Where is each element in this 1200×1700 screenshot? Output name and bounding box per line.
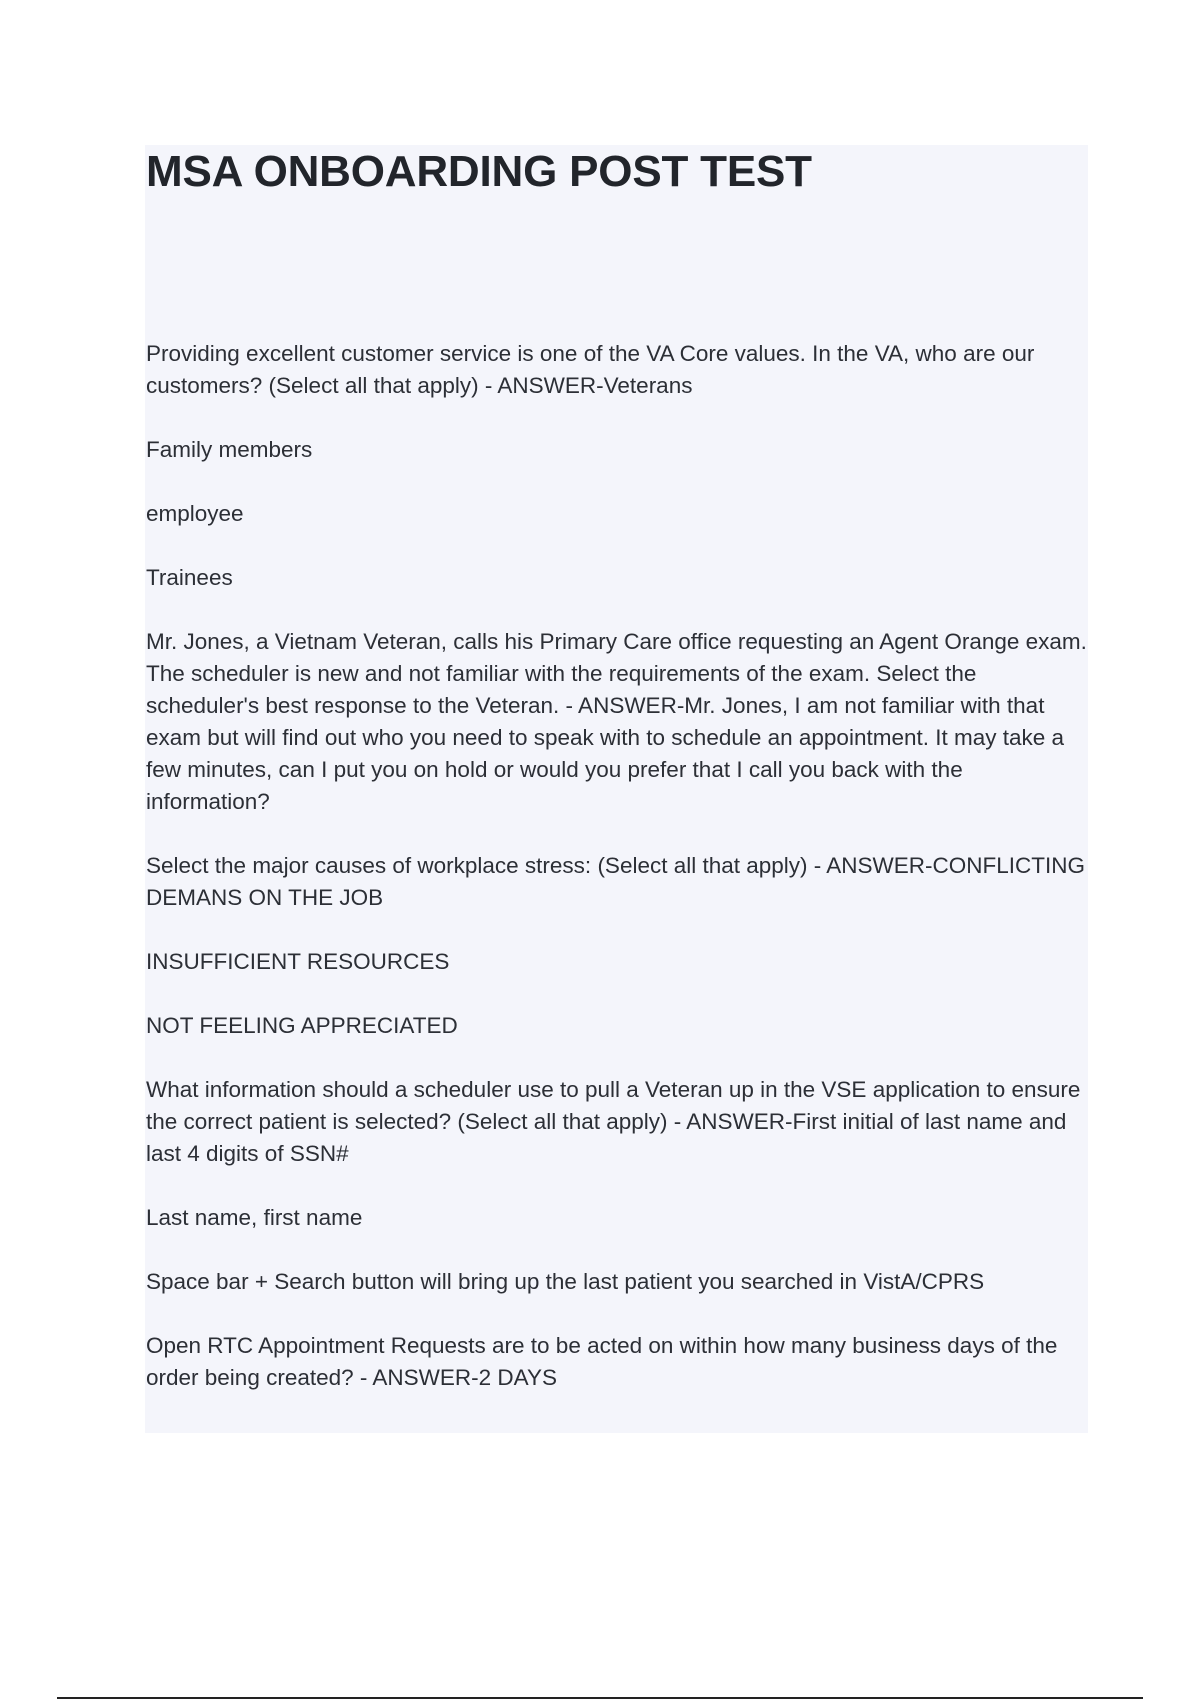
question-paragraph: What information should a scheduler use to pull a Veteran up in the VSE application to ensure the correct patient is selected? (Select all that apply) - ANSWER-First initial of last name and last 4 digits of SSN# bbox=[146, 1077, 1081, 1166]
question-paragraph: Open RTC Appointment Requests are to be acted on within how many business days of the order being created? - ANSWER-2 DAYS bbox=[146, 1333, 1058, 1390]
answer-paragraph: INSUFFICIENT RESOURCES bbox=[146, 949, 450, 974]
page-divider bbox=[57, 1697, 1143, 1699]
document-title: MSA ONBOARDING POST TEST bbox=[146, 147, 812, 196]
question-paragraph: Mr. Jones, a Vietnam Veteran, calls his Primary Care office requesting an Agent Orange exam. The scheduler is new and not familiar with the requirements of the exam. Select the scheduler's best response to the Veteran. - ANSWER-Mr. Jones, I am not familiar with that exam but will find out who you need to speak with to schedule an appointment. It may take a few minutes, can I put you on hold or would you prefer that I call you back with the information? bbox=[146, 629, 1087, 814]
question-paragraph: Providing excellent customer service is one of the VA Core values. In the VA, who are our customers? (Select all that apply) - ANSWER-Veterans bbox=[146, 341, 1035, 398]
answer-paragraph: Last name, first name bbox=[146, 1205, 363, 1230]
question-paragraph: Select the major causes of workplace stress: (Select all that apply) - ANSWER-CONFLICTING DEMANS ON THE JOB bbox=[146, 853, 1086, 910]
document-body bbox=[146, 338, 1091, 1426]
answer-paragraph: employee bbox=[146, 501, 244, 526]
answer-paragraph: Trainees bbox=[146, 565, 233, 590]
answer-paragraph: Space bar + Search button will bring up the last patient you searched in VistA/CPRS bbox=[146, 1269, 985, 1294]
answer-paragraph: Family members bbox=[146, 437, 313, 462]
answer-paragraph: NOT FEELING APPRECIATED bbox=[146, 1013, 458, 1038]
